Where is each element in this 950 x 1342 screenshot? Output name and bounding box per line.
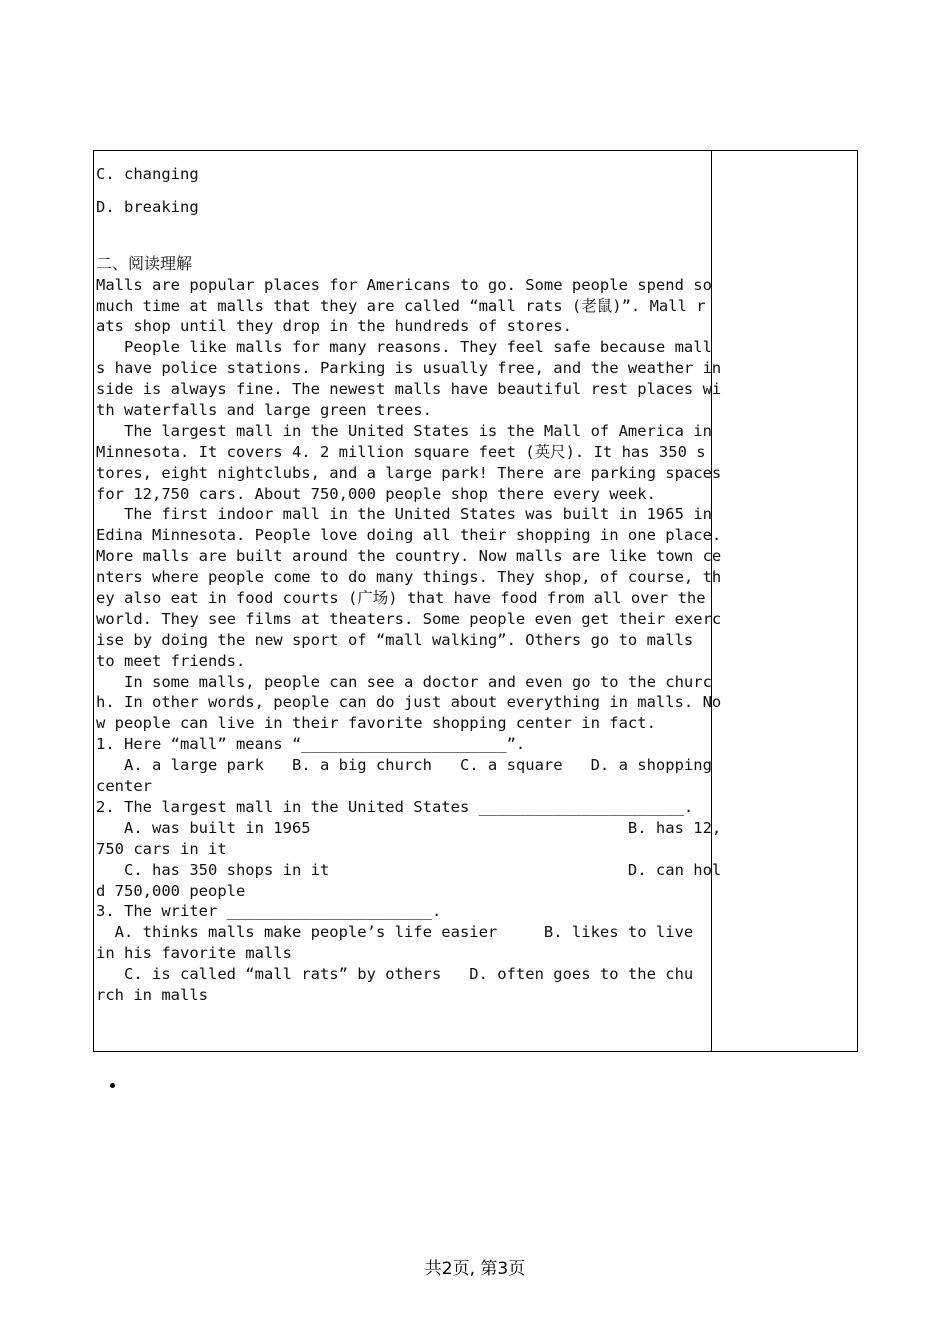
question-line: A. thinks malls make people’s life easier B. likes to live (96, 923, 694, 942)
question-line: 1. Here “mall” means “______________________”. (96, 735, 526, 754)
bullet-dot (110, 1083, 115, 1088)
passage-line: ise by doing the new sport of “mall walking”. Others go to malls (96, 630, 694, 649)
passage-line: th waterfalls and large green trees. (96, 401, 432, 420)
passage-line: The largest mall in the United States is the Mall of America in (96, 421, 712, 440)
option-c: C. changing (96, 165, 199, 183)
passage-line: side is always fine. The newest malls have beautiful rest places wi (96, 380, 722, 399)
question-line: center (96, 777, 152, 796)
question-line: 3. The writer ______________________. (96, 902, 442, 921)
passage-line: nters where people come to do many things. They shop, of course, th (96, 568, 722, 587)
passage-line: The first indoor mall in the United States was built in 1965 in (96, 505, 712, 524)
passage-line: ey also eat in food courts (广场) that have food from all over the (96, 589, 706, 608)
question-line: 750 cars in it (96, 839, 227, 858)
question-line: C. is called “mall rats” by others D. often goes to the chu (96, 965, 694, 984)
question-line: A. a large park B. a big church C. a square D. a shopping (96, 756, 712, 775)
passage-line: In some malls, people can see a doctor and even go to the churc (96, 672, 712, 691)
option-d: D. breaking (96, 197, 199, 216)
section-heading: 二、阅读理解 (96, 253, 193, 273)
question-line: rch in malls (96, 985, 208, 1004)
passage-line: Minnesota. It covers 4. 2 million square feet (英尺). It has 350 s (96, 442, 706, 461)
passage-line: ats shop until they drop in the hundreds of stores. (96, 317, 572, 336)
question-line: d 750,000 people (96, 881, 246, 900)
passage-line: w people can live in their favorite shopping center in fact. (96, 714, 656, 733)
left-cell (96, 164, 722, 1006)
passage-line: Malls are popular places for Americans to go. Some people spend so (96, 275, 712, 294)
page-footer: 共2页, 第3页 (424, 1259, 526, 1279)
passage-line: world. They see films at theaters. Some people even get their exerc (96, 609, 722, 628)
reading-passage (96, 275, 722, 735)
passage-line: People like malls for many reasons. They feel safe because mall (96, 338, 712, 357)
question-line: 2. The largest mall in the United States ______________________. (96, 797, 694, 816)
passage-line: much time at malls that they are called “mall rats (老鼠)”. Mall r (96, 296, 706, 315)
passage-line: to meet friends. (96, 651, 246, 670)
passage-line: for 12,750 cars. About 750,000 people shop there every week. (96, 484, 656, 503)
passage-line: tores, eight nightclubs, and a large park! There are parking spaces (96, 463, 722, 482)
question-line: C. has 350 shops in it D. can hol (96, 860, 722, 879)
passage-line: Edina Minnesota. People love doing all their shopping in one place. (96, 526, 722, 545)
passage-line: More malls are built around the country. Now malls are like town ce (96, 547, 722, 566)
passage-line: h. In other words, people can do just about everything in malls. No (96, 693, 722, 712)
question-line: A. was built in 1965 B. has 12, (96, 818, 722, 837)
question-list (96, 734, 722, 1006)
passage-line: s have police stations. Parking is usually free, and the weather in (96, 359, 722, 378)
question-line: in his favorite malls (96, 944, 292, 963)
